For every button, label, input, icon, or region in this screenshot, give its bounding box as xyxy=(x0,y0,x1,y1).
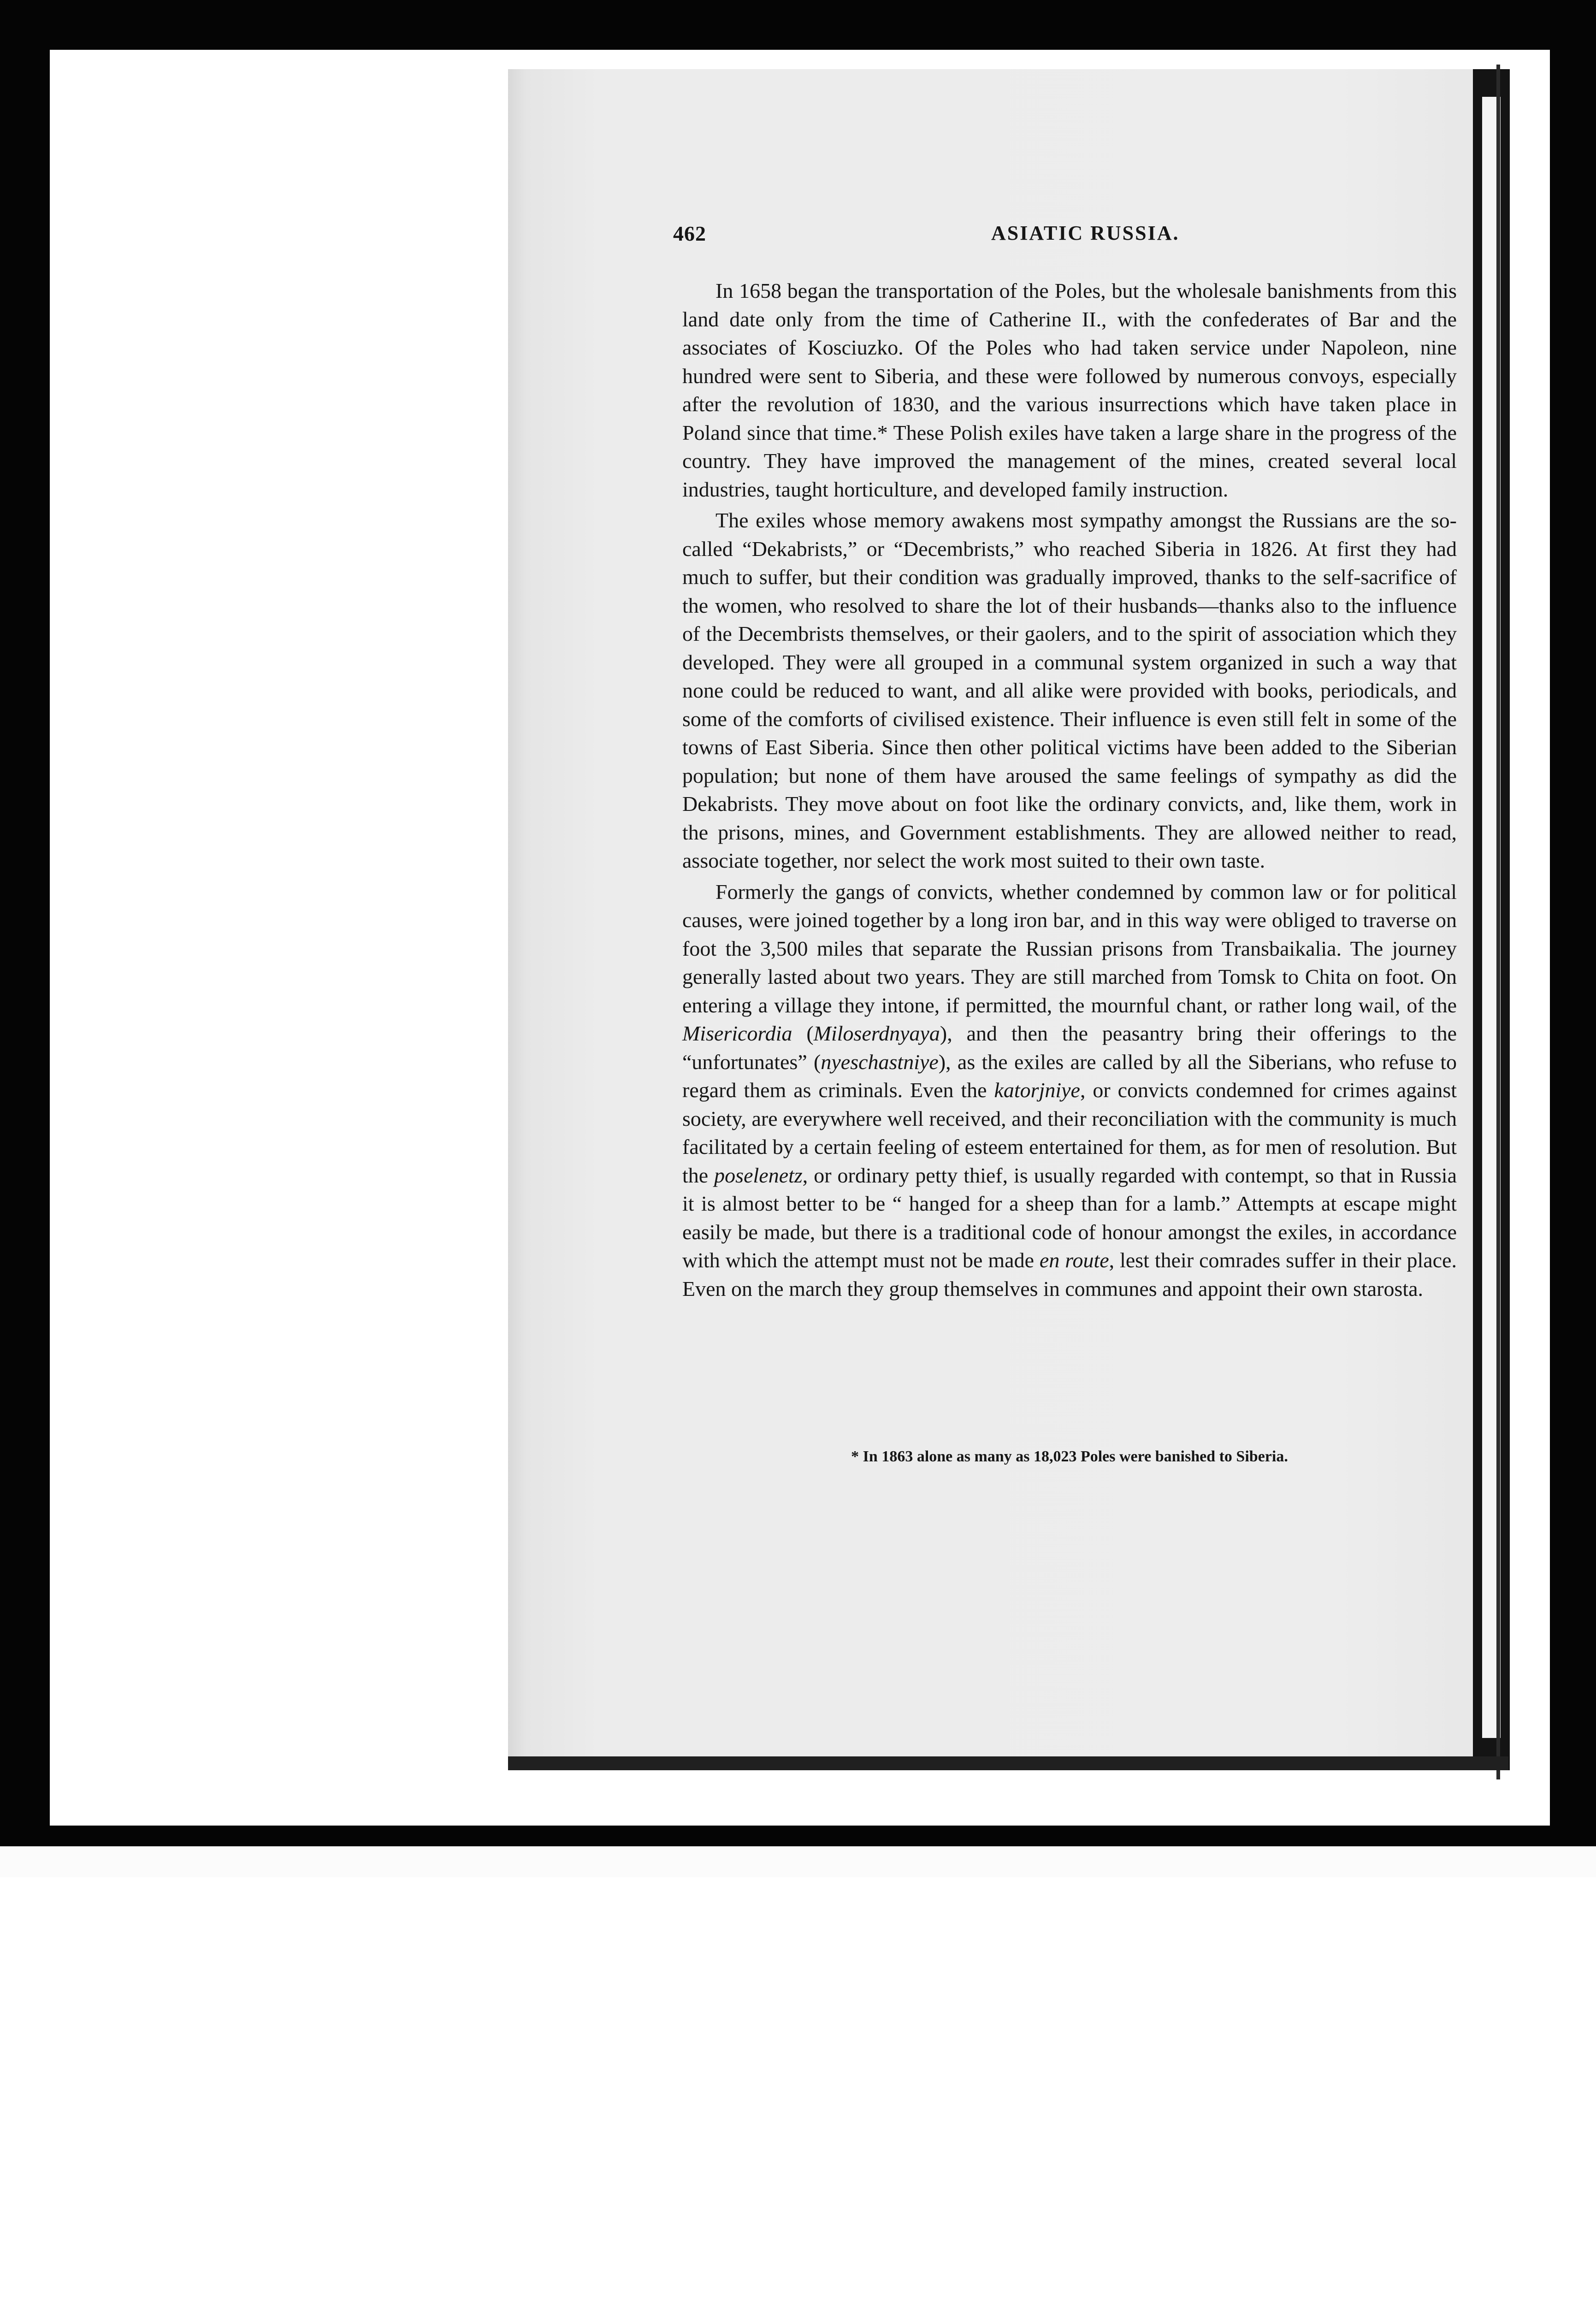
paragraph-3-text: , or convicts condemned for crimes against society, are everywhere well received, and their reconciliation with the community is much facilitated by a certain feeling of esteem entertained for them, as for men of resolution. But the xyxy=(682,1078,1457,1187)
term-en-route: en route xyxy=(1039,1248,1109,1272)
paragraph-3-text: , lest their comrades suffer in their place. Even on the march they group themselves in communes and appoint their own starosta. xyxy=(682,1248,1457,1300)
paragraph-3-text: Formerly the gangs of convicts, whether condemned by common law or for political causes, were joined together by a long iron bar, and in this way were obliged to traverse on foot the 3,500 miles that separate the Russian prisons from Transbaikalia. The journey generally lasted about two years. They are still marched from Tomsk to Chita on foot. On entering a village they intone, if permitted, the mournful chant, or rather long wail, of the xyxy=(682,880,1457,1017)
term-katorjniye: katorjniye xyxy=(994,1078,1080,1102)
paragraph-3-text: ), and then the peasantry bring their offerings to the “unfortunates” ( xyxy=(682,1022,1457,1074)
paragraph-1: In 1658 began the transportation of the Poles, but the wholesale banishments from this land date only from the time of Catherine II., with the confederates of Bar and the associates of Kosciuzko. Of the Poles who had taken service under Napoleon, nine hundred were sent to Siberia, and these were followed by numerous convoys, especially after the revolution of 1830, and the various insurrections which have taken place in Poland since that time.* These Polish exiles have taken a large share in the progress of the country. They have improved the management of the mines, created several local industries, taught horticulture, and developed family instruction. xyxy=(682,279,1457,501)
page-gutter-line xyxy=(1496,65,1500,1779)
scan-bottom-strip xyxy=(0,1846,1596,1877)
term-misericordia: Misericordia xyxy=(682,1022,792,1045)
page-number: 462 xyxy=(673,222,706,245)
term-poselenetz: poselenetz xyxy=(714,1163,803,1187)
scan-border-left xyxy=(0,0,50,1877)
paragraph-3-text: ), as the exiles are called by all the Siberians, who refuse to regard them as criminals. Even the xyxy=(682,1050,1457,1102)
paragraph-3-text: ( xyxy=(792,1022,814,1045)
paragraph-2: The exiles whose memory awakens most sympathy amongst the Russians are the so-called “Dekabrists,” or “Decembrists,” who reached Siberia in 1826. At first they had much to suffer, but their condition was gradually improved, thanks to the self-sacrifice of the women, who resolved to share the lot of their husbands—thanks also to the influence of the Decembrists themselves, or their gaolers, and to the spirit of association which they developed. They were all grouped in a communal system organized in such a way that none could be reduced to want, and all alike were provided with books, periodicals, and some of the comforts of civilised existence. Their influence is even still felt in some of the towns of East Siberia. Since then other political victims have been added to the Siberian population; but none of them have aroused the same feelings of sympathy as did the Dekabrists. They move about on foot like the ordinary convicts, and, like them, work in the prisons, mines, and Government establishments. They are allowed neither to read, associate together, nor select the work most suited to their own taste. xyxy=(682,508,1457,872)
paragraph-3 xyxy=(682,878,1457,1303)
footnote: * In 1863 alone as many as 18,023 Poles were banished to Siberia. xyxy=(851,1448,1288,1465)
page-right-edge xyxy=(1473,69,1510,1770)
page-header xyxy=(673,221,1457,258)
scan-border-top xyxy=(0,0,1596,50)
term-nyeschastniye: nyeschastniye xyxy=(821,1050,939,1074)
page-bottom-edge xyxy=(508,1756,1508,1770)
body-text xyxy=(682,277,1457,1306)
paragraph-3-text: , or ordinary petty thief, is usually regarded with contempt, so that in Russia it is almost better to be “ hanged for a sheep than for a lamb.” Attempts at escape might easily be made, but there is a traditional code of honour amongst the exiles, in accordance with which the attempt must not be made xyxy=(682,1163,1457,1272)
scan-border-bottom xyxy=(0,1826,1596,1846)
running-head: ASIATIC RUSSIA. xyxy=(991,222,1180,244)
scan-border-right xyxy=(1550,0,1596,1877)
term-miloserdnyaya: Miloserdnyaya xyxy=(813,1022,940,1045)
